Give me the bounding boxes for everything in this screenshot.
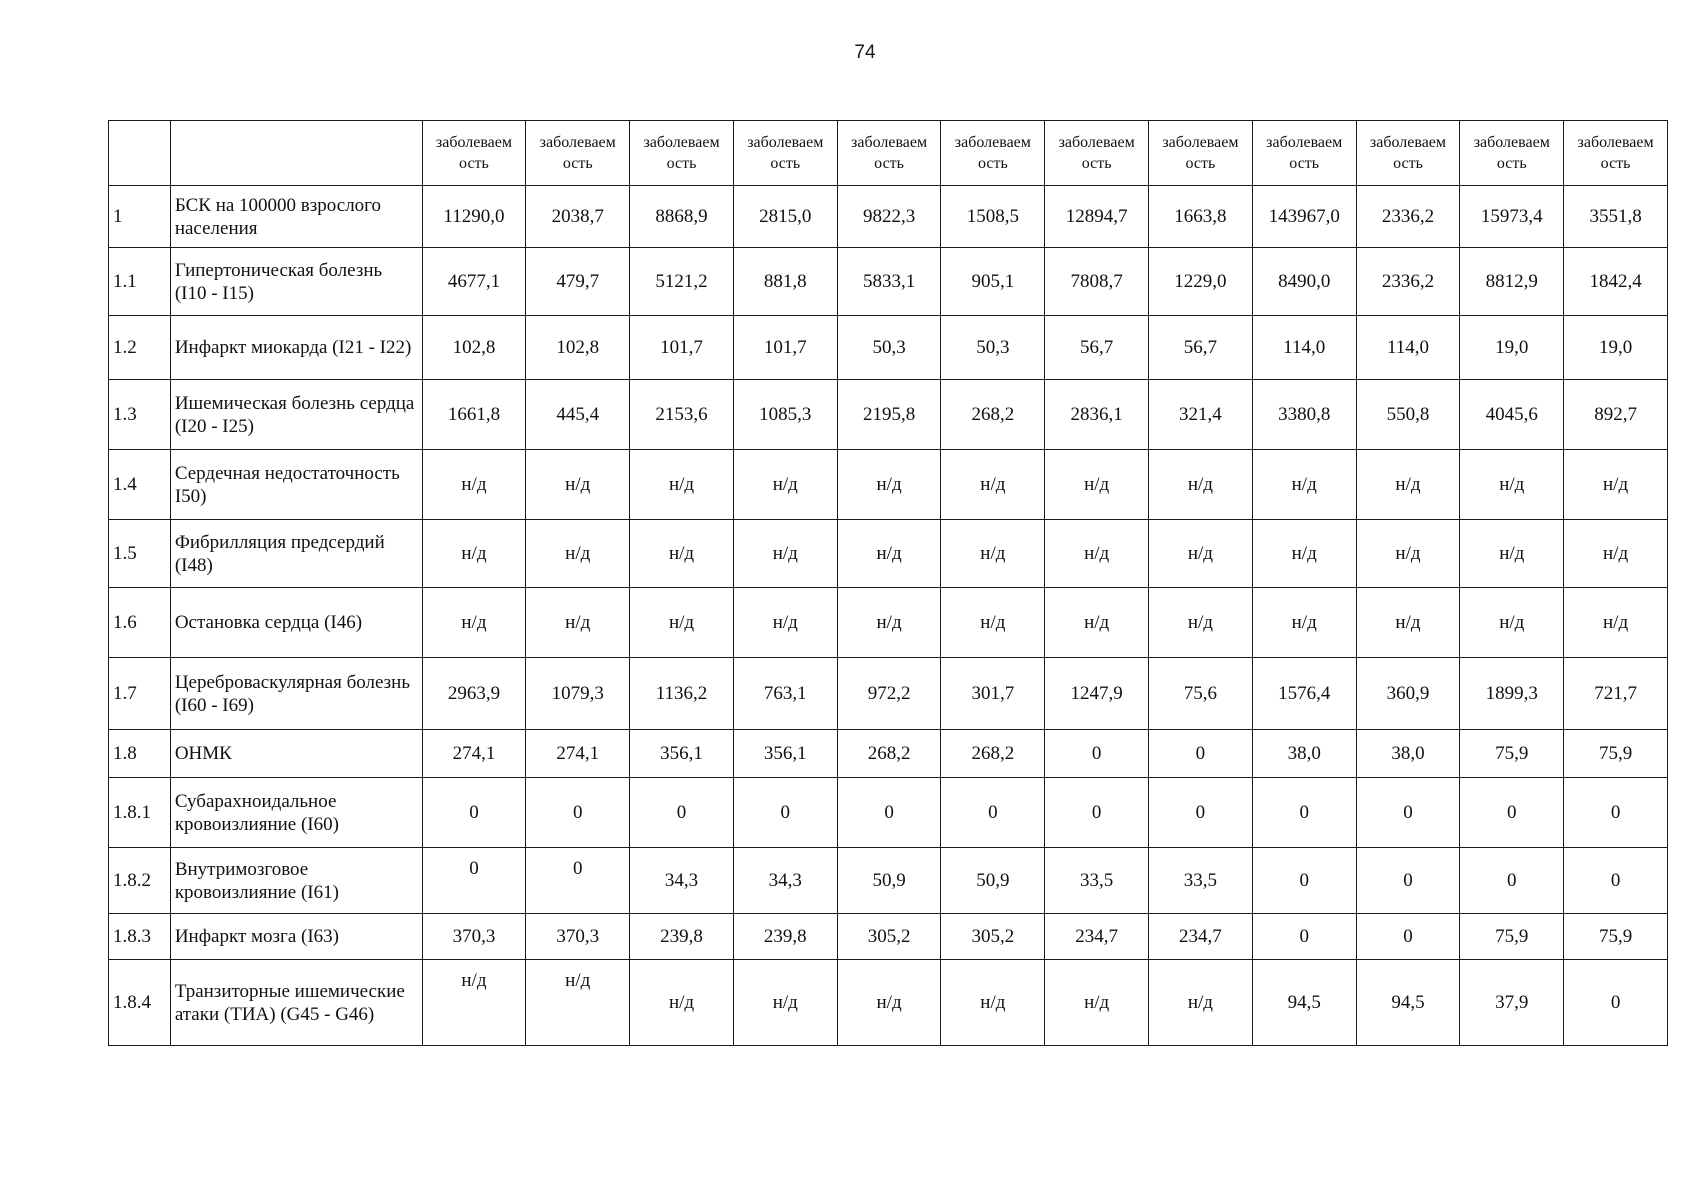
row-indicator-name-cell: Транзиторные ишемические атаки (ТИА) (G45 - G46) (170, 960, 422, 1046)
value-cell: н/д (1149, 588, 1253, 658)
value-cell: 75,9 (1564, 730, 1668, 778)
value-cell: н/д (1460, 450, 1564, 520)
value-cell: 234,7 (1149, 914, 1253, 960)
value-cell: 234,7 (1045, 914, 1149, 960)
header-cell-morbidity: заболеваем ость (1045, 121, 1149, 186)
row-number-cell: 1.8.2 (109, 848, 171, 914)
value-cell: 0 (1045, 778, 1149, 848)
value-cell: н/д (1356, 588, 1460, 658)
value-cell: 101,7 (733, 316, 837, 380)
value-cell: 321,4 (1149, 380, 1253, 450)
value-cell: 75,9 (1460, 914, 1564, 960)
header-cell-morbidity: заболеваем ость (1252, 121, 1356, 186)
value-cell: н/д (422, 960, 526, 1046)
row-indicator-name-cell: Ишемическая болезнь сердца (I20 - I25) (170, 380, 422, 450)
value-cell: 1663,8 (1149, 186, 1253, 248)
row-number-cell: 1.5 (109, 520, 171, 588)
value-cell: 305,2 (837, 914, 941, 960)
value-cell: 274,1 (422, 730, 526, 778)
row-number-cell: 1.1 (109, 248, 171, 316)
table-row (109, 186, 1668, 248)
table-row (109, 914, 1668, 960)
value-cell: н/д (1564, 588, 1668, 658)
table-row (109, 316, 1668, 380)
value-cell: 8868,9 (630, 186, 734, 248)
row-number-cell: 1.8.4 (109, 960, 171, 1046)
value-cell: 2836,1 (1045, 380, 1149, 450)
value-cell: 370,3 (526, 914, 630, 960)
value-cell: н/д (526, 520, 630, 588)
value-cell: н/д (1045, 960, 1149, 1046)
value-cell: 268,2 (837, 730, 941, 778)
value-cell: 356,1 (630, 730, 734, 778)
row-number-cell: 1.8.1 (109, 778, 171, 848)
value-cell: 0 (526, 778, 630, 848)
value-cell: 38,0 (1356, 730, 1460, 778)
value-cell: 445,4 (526, 380, 630, 450)
morbidity-table-container (108, 120, 1668, 1046)
value-cell: 1085,3 (733, 380, 837, 450)
value-cell: н/д (1252, 588, 1356, 658)
value-cell: 0 (1460, 848, 1564, 914)
value-cell: 721,7 (1564, 658, 1668, 730)
value-cell: н/д (837, 520, 941, 588)
header-cell-morbidity: заболеваем ость (1149, 121, 1253, 186)
value-cell: 114,0 (1356, 316, 1460, 380)
value-cell: 268,2 (941, 380, 1045, 450)
page-number: 74 (854, 42, 876, 63)
row-indicator-name-cell: Субарахноидальное кровоизлияние (I60) (170, 778, 422, 848)
value-cell: 972,2 (837, 658, 941, 730)
value-cell: 356,1 (733, 730, 837, 778)
value-cell: 50,9 (941, 848, 1045, 914)
value-cell: 1661,8 (422, 380, 526, 450)
row-indicator-name-cell: Цереброваскулярная болезнь (I60 - I69) (170, 658, 422, 730)
table-body (109, 186, 1668, 1046)
value-cell: 1899,3 (1460, 658, 1564, 730)
value-cell: 2963,9 (422, 658, 526, 730)
table-row (109, 520, 1668, 588)
row-indicator-name-cell: Внутримозговое кровоизлияние (I61) (170, 848, 422, 914)
row-indicator-name-cell: Гипертоническая болезнь (I10 - I15) (170, 248, 422, 316)
value-cell: 0 (1564, 778, 1668, 848)
row-indicator-name-cell: Сердечная недостаточность I50) (170, 450, 422, 520)
value-cell: 102,8 (422, 316, 526, 380)
value-cell: н/д (837, 588, 941, 658)
value-cell: 370,3 (422, 914, 526, 960)
table-row (109, 380, 1668, 450)
value-cell: н/д (1149, 960, 1253, 1046)
value-cell: 0 (1460, 778, 1564, 848)
header-cell-morbidity: заболеваем ость (422, 121, 526, 186)
header-cell-morbidity: заболеваем ость (1356, 121, 1460, 186)
value-cell: н/д (1252, 450, 1356, 520)
value-cell: 2195,8 (837, 380, 941, 450)
value-cell: 9822,3 (837, 186, 941, 248)
value-cell: н/д (1564, 520, 1668, 588)
value-cell: н/д (1045, 520, 1149, 588)
value-cell: н/д (941, 450, 1045, 520)
value-cell: 38,0 (1252, 730, 1356, 778)
value-cell: 0 (1564, 960, 1668, 1046)
value-cell: 101,7 (630, 316, 734, 380)
header-cell-morbidity: заболеваем ость (1460, 121, 1564, 186)
value-cell: 0 (1356, 778, 1460, 848)
value-cell: н/д (1252, 520, 1356, 588)
header-cell-morbidity: заболеваем ость (733, 121, 837, 186)
value-cell: 75,9 (1564, 914, 1668, 960)
value-cell: 0 (1564, 848, 1668, 914)
value-cell: н/д (422, 588, 526, 658)
value-cell: 360,9 (1356, 658, 1460, 730)
value-cell: 8490,0 (1252, 248, 1356, 316)
value-cell: 305,2 (941, 914, 1045, 960)
value-cell: н/д (526, 450, 630, 520)
value-cell: 3380,8 (1252, 380, 1356, 450)
value-cell: н/д (733, 520, 837, 588)
table-row (109, 778, 1668, 848)
value-cell: 1576,4 (1252, 658, 1356, 730)
value-cell: н/д (1149, 450, 1253, 520)
value-cell: 0 (1356, 848, 1460, 914)
header-cell-morbidity: заболеваем ость (941, 121, 1045, 186)
value-cell: 2153,6 (630, 380, 734, 450)
value-cell: 1508,5 (941, 186, 1045, 248)
value-cell: 7808,7 (1045, 248, 1149, 316)
value-cell: 1079,3 (526, 658, 630, 730)
value-cell: 0 (422, 778, 526, 848)
header-cell-morbidity: заболеваем ость (837, 121, 941, 186)
value-cell: 0 (1252, 914, 1356, 960)
value-cell: 2336,2 (1356, 186, 1460, 248)
value-cell: 763,1 (733, 658, 837, 730)
row-number-cell: 1.4 (109, 450, 171, 520)
value-cell: 479,7 (526, 248, 630, 316)
table-row (109, 658, 1668, 730)
value-cell: н/д (941, 588, 1045, 658)
value-cell: 33,5 (1045, 848, 1149, 914)
value-cell: 1842,4 (1564, 248, 1668, 316)
value-cell: н/д (1149, 520, 1253, 588)
value-cell: 274,1 (526, 730, 630, 778)
header-cell-number (109, 121, 171, 186)
value-cell: 5121,2 (630, 248, 734, 316)
row-indicator-name-cell: Инфаркт мозга (I63) (170, 914, 422, 960)
value-cell: н/д (837, 960, 941, 1046)
value-cell: 550,8 (1356, 380, 1460, 450)
value-cell: 50,3 (941, 316, 1045, 380)
value-cell: 0 (1045, 730, 1149, 778)
value-cell: 102,8 (526, 316, 630, 380)
value-cell: н/д (526, 960, 630, 1046)
value-cell: 4045,6 (1460, 380, 1564, 450)
value-cell: 0 (837, 778, 941, 848)
value-cell: 11290,0 (422, 186, 526, 248)
value-cell: н/д (1356, 450, 1460, 520)
value-cell: 8812,9 (1460, 248, 1564, 316)
value-cell: 75,6 (1149, 658, 1253, 730)
value-cell: 56,7 (1149, 316, 1253, 380)
value-cell: 3551,8 (1564, 186, 1668, 248)
row-number-cell: 1 (109, 186, 171, 248)
value-cell: н/д (1356, 520, 1460, 588)
value-cell: н/д (630, 520, 734, 588)
value-cell: н/д (630, 450, 734, 520)
morbidity-table (108, 120, 1668, 1046)
header-cell-morbidity: заболеваем ость (1564, 121, 1668, 186)
row-number-cell: 1.2 (109, 316, 171, 380)
row-number-cell: 1.8.3 (109, 914, 171, 960)
value-cell: н/д (941, 520, 1045, 588)
value-cell: н/д (1045, 588, 1149, 658)
row-number-cell: 1.8 (109, 730, 171, 778)
value-cell: 239,8 (733, 914, 837, 960)
header-row (109, 121, 1668, 186)
value-cell: 0 (422, 848, 526, 914)
value-cell: 19,0 (1564, 316, 1668, 380)
value-cell: 0 (630, 778, 734, 848)
value-cell: 143967,0 (1252, 186, 1356, 248)
value-cell: 12894,7 (1045, 186, 1149, 248)
value-cell: 0 (1149, 730, 1253, 778)
value-cell: н/д (630, 960, 734, 1046)
value-cell: 1247,9 (1045, 658, 1149, 730)
row-indicator-name-cell: ОНМК (170, 730, 422, 778)
value-cell: 892,7 (1564, 380, 1668, 450)
value-cell: 1136,2 (630, 658, 734, 730)
value-cell: 56,7 (1045, 316, 1149, 380)
value-cell: 50,3 (837, 316, 941, 380)
value-cell: н/д (526, 588, 630, 658)
value-cell: 268,2 (941, 730, 1045, 778)
value-cell: 301,7 (941, 658, 1045, 730)
table-row (109, 960, 1668, 1046)
value-cell: 0 (1356, 914, 1460, 960)
value-cell: 239,8 (630, 914, 734, 960)
value-cell: н/д (733, 960, 837, 1046)
value-cell: 2038,7 (526, 186, 630, 248)
header-cell-morbidity: заболеваем ость (630, 121, 734, 186)
value-cell: 34,3 (630, 848, 734, 914)
value-cell: 905,1 (941, 248, 1045, 316)
row-number-cell: 1.3 (109, 380, 171, 450)
value-cell: 34,3 (733, 848, 837, 914)
table-row (109, 450, 1668, 520)
value-cell: 0 (733, 778, 837, 848)
value-cell: 75,9 (1460, 730, 1564, 778)
row-indicator-name-cell: БСК на 100000 взрослого населения (170, 186, 422, 248)
value-cell: 19,0 (1460, 316, 1564, 380)
row-number-cell: 1.7 (109, 658, 171, 730)
value-cell: 2815,0 (733, 186, 837, 248)
value-cell: 94,5 (1252, 960, 1356, 1046)
value-cell: 0 (1252, 778, 1356, 848)
value-cell: 0 (1149, 778, 1253, 848)
table-row (109, 588, 1668, 658)
value-cell: 0 (941, 778, 1045, 848)
row-indicator-name-cell: Инфаркт миокарда (I21 - I22) (170, 316, 422, 380)
value-cell: 0 (1252, 848, 1356, 914)
value-cell: н/д (1460, 588, 1564, 658)
value-cell: н/д (422, 450, 526, 520)
value-cell: 37,9 (1460, 960, 1564, 1046)
table-row (109, 848, 1668, 914)
value-cell: н/д (422, 520, 526, 588)
value-cell: н/д (1045, 450, 1149, 520)
value-cell: 114,0 (1252, 316, 1356, 380)
value-cell: 5833,1 (837, 248, 941, 316)
value-cell: 33,5 (1149, 848, 1253, 914)
header-cell-morbidity: заболеваем ость (526, 121, 630, 186)
value-cell: н/д (733, 588, 837, 658)
row-indicator-name-cell: Фибрилляция предсердий (I48) (170, 520, 422, 588)
value-cell: н/д (1564, 450, 1668, 520)
row-indicator-name-cell: Остановка сердца (I46) (170, 588, 422, 658)
value-cell: 0 (526, 848, 630, 914)
value-cell: 94,5 (1356, 960, 1460, 1046)
table-row (109, 248, 1668, 316)
value-cell: 2336,2 (1356, 248, 1460, 316)
value-cell: 15973,4 (1460, 186, 1564, 248)
value-cell: н/д (837, 450, 941, 520)
value-cell: н/д (733, 450, 837, 520)
value-cell: н/д (630, 588, 734, 658)
row-number-cell: 1.6 (109, 588, 171, 658)
table-row (109, 730, 1668, 778)
value-cell: 881,8 (733, 248, 837, 316)
value-cell: н/д (941, 960, 1045, 1046)
value-cell: 4677,1 (422, 248, 526, 316)
value-cell: н/д (1460, 520, 1564, 588)
value-cell: 1229,0 (1149, 248, 1253, 316)
value-cell: 50,9 (837, 848, 941, 914)
header-cell-name (170, 121, 422, 186)
